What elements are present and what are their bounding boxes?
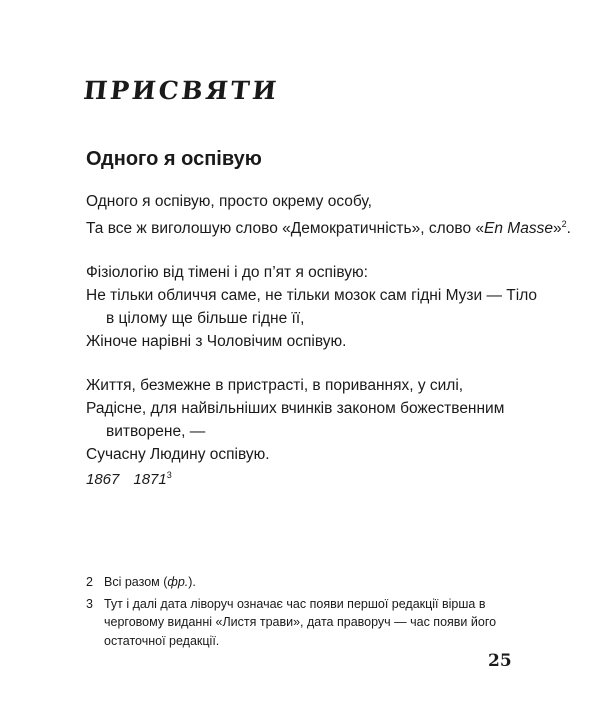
poem-line — [86, 213, 571, 240]
poem-line: Жіноче нарівні з Чоловічим оспівую. — [86, 333, 347, 351]
footnote — [86, 595, 546, 651]
footnote-number: 3 — [86, 596, 93, 611]
poem-line: Життя, безмежне в пристрасті, в пориваннях, у силі, — [86, 377, 464, 395]
poem-line: Не тільки обличчя саме, не тільки мозок сам гідні Музи — Тіло — [86, 287, 538, 305]
footnote-text-part: Всі разом ( — [104, 575, 168, 589]
poem-title: Одного я оспівую — [86, 148, 262, 170]
date-final-edition: 1871 — [133, 471, 167, 488]
footnote-ref[interactable]: 3 — [166, 470, 172, 480]
stanza — [86, 261, 556, 353]
footnote-number: 2 — [86, 575, 93, 589]
date-first-edition: 1867 — [86, 471, 120, 488]
footnote-ref[interactable]: 2 — [561, 219, 567, 229]
footnote-text-italic: фр. — [167, 575, 189, 589]
footnote-text — [104, 573, 546, 592]
poem-line: Сучасну Людину оспівую. — [86, 446, 270, 464]
line-text: Та все ж виголошую слово «Демократичність», слово « — [86, 220, 485, 238]
stanza — [86, 190, 571, 240]
poem-line: Фізіологію від тімені і до п’ят я оспівую: — [86, 264, 368, 282]
poem-line-continuation: витворене, — — [106, 423, 206, 441]
stanza — [86, 374, 556, 466]
poem-body — [86, 190, 571, 487]
poem-dates — [86, 470, 172, 488]
line-text: » — [552, 220, 562, 238]
footnote — [86, 573, 546, 592]
footnotes — [86, 573, 546, 653]
page-number: 25 — [488, 651, 512, 671]
footnote-text: Тут і далі дата ліворуч означає час появи першої редакції вірша в черговому виданні «Листя трави», дата праворуч — час появи його остаточної редакції. — [104, 596, 497, 648]
foreign-phrase: En Masse — [484, 220, 553, 238]
section-title: присвяти — [81, 66, 282, 108]
poem-line: Одного я оспівую, просто окрему особу, — [86, 193, 372, 210]
line-text: . — [566, 220, 571, 238]
poem-line: Радісне, для найвільніших вчинків законом божественним — [86, 400, 505, 418]
footnote-text-part: ). — [188, 575, 196, 589]
poem-line-continuation: в цілому ще більше гідне її, — [106, 310, 305, 328]
